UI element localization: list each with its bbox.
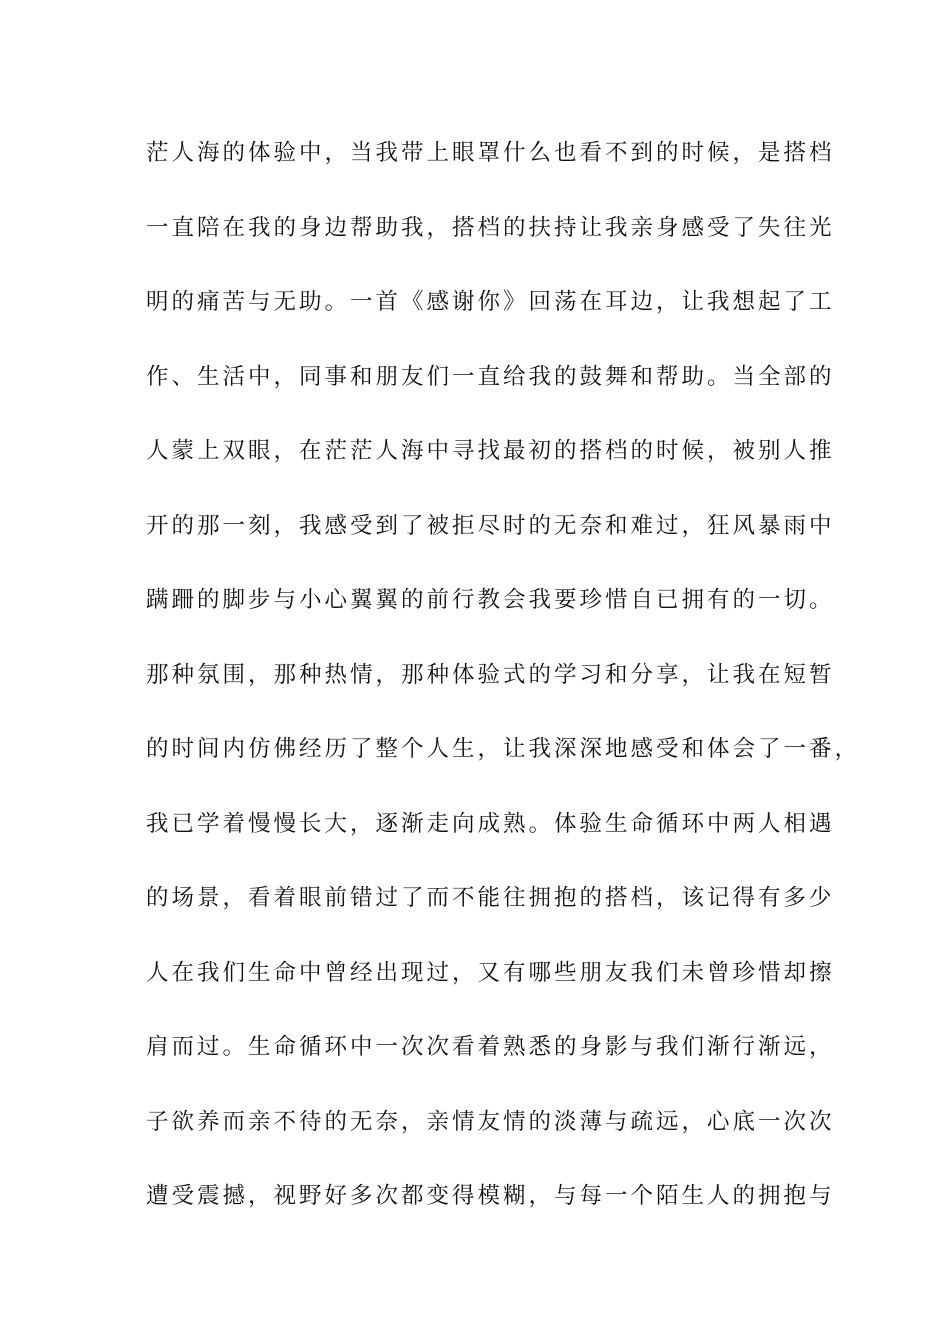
text-line: 作、生活中，同事和朋友们一直给我的鼓舞和帮助。当全部的 xyxy=(146,363,835,390)
text-line: 人蒙上双眼，在茫茫人海中寻找最初的搭档的时候，被别人推 xyxy=(146,438,835,464)
text-line: 茫人海的体验中，当我带上眼罩什么也看不到的时候，是搭档 xyxy=(146,140,835,166)
text-line: 我已学着慢慢长大，逐渐走向成熟。体验生命循环中两人相遇 xyxy=(146,810,835,837)
text-line: 子欲养而亲不待的无奈，亲情友情的淡薄与疏远，心底一次次 xyxy=(146,1108,835,1135)
text-line: 明的痛苦与无助。一首《感谢你》回荡在耳边，让我想起了工 xyxy=(146,289,835,315)
body-text xyxy=(146,128,861,1246)
text-line: 遭受震撼，视野好多次都变得模糊，与每一个陌生人的拥抱与 xyxy=(146,1183,835,1209)
text-line: 开的那一刻，我感受到了被拒尽时的无奈和难过，狂风暴雨中 xyxy=(146,512,835,539)
text-line: 的场景，看着眼前错过了而不能往拥抱的搭档，该记得有多少 xyxy=(146,885,835,911)
text-line: 蹒跚的脚步与小心翼翼的前行教会我要珍惜自已拥有的一切。 xyxy=(146,587,835,613)
text-line: 肩而过。生命循环中一次次看着熟悉的身影与我们渐行渐远， xyxy=(146,1034,835,1060)
text-line: 的时间内仿佛经历了整个人生，让我深深地感受和体会了一番， xyxy=(146,736,861,762)
text-line: 那种氛围，那种热情，那种体验式的学习和分享，让我在短暂 xyxy=(146,661,835,688)
text-line: 一直陪在我的身边帮助我，搭档的扶持让我亲身感受了失往光 xyxy=(146,214,835,241)
text-line: 人在我们生命中曾经出现过，又有哪些朋友我们未曾珍惜却擦 xyxy=(146,959,835,986)
